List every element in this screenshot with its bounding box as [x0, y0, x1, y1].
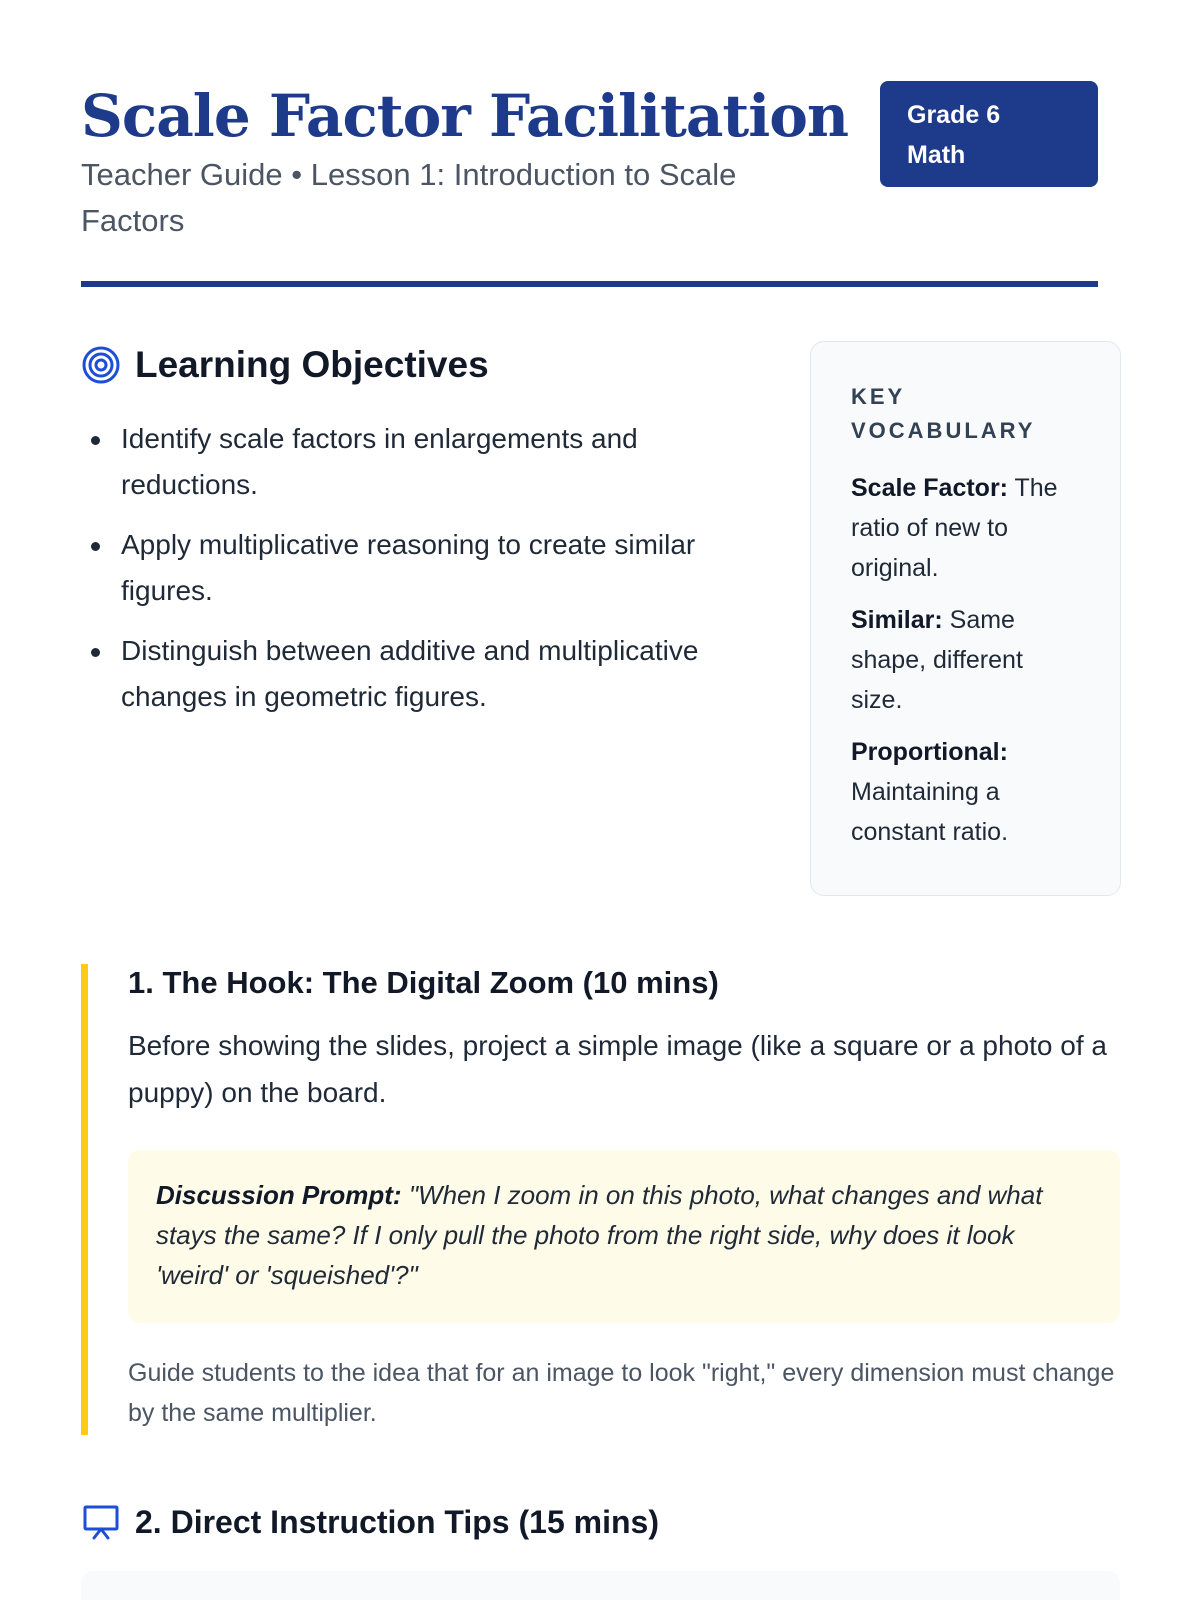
- hook-note: Guide students to the idea that for an image to look "right," every dimension must change by the same multiplier.: [128, 1359, 1115, 1427]
- vocabulary-title: KEY VOCABULARY: [851, 384, 1036, 443]
- instruction-heading: [81, 1497, 1120, 1547]
- objectives-heading-text: Learning Objectives: [135, 344, 489, 385]
- learning-objectives-section: [81, 340, 761, 734]
- direct-instruction-section: [81, 1497, 1120, 1600]
- key-vocabulary-card: [810, 341, 1121, 896]
- page-subtitle: Teacher Guide • Lesson 1: Introduction to Scale Factors: [81, 157, 737, 238]
- vocabulary-term: Scale Factor:: [851, 474, 1009, 502]
- vocabulary-definition: Same shape, different size.: [851, 606, 1023, 714]
- vocabulary-definition: Maintaining a constant ratio.: [851, 778, 1009, 846]
- vocabulary-definition: The ratio of new to original.: [851, 474, 1058, 582]
- discussion-prompt-text: "When I zoom in on this photo, what changes and what stays the same? If I only pull the photo from the right side, why does it look 'weird' or 'squeished'?": [156, 1180, 1043, 1290]
- list-item: Identify scale factors in enlargements and reductions.: [81, 416, 761, 508]
- discussion-prompt-box: [128, 1150, 1120, 1323]
- discussion-prompt-label: Discussion Prompt:: [156, 1180, 402, 1210]
- vocabulary-item: [851, 732, 1080, 852]
- presentation-icon: [81, 1502, 121, 1542]
- instruction-heading-text: 2. Direct Instruction Tips (15 mins): [135, 1504, 659, 1540]
- objectives-heading: [81, 340, 761, 390]
- grade-badge-line1: Grade 6: [907, 101, 1001, 129]
- page-header: [81, 0, 1098, 287]
- list-item: Distinguish between additive and multiplicative changes in geometric figures.: [81, 628, 761, 720]
- hook-section: [81, 964, 1120, 1435]
- vocabulary-item: [851, 600, 1080, 720]
- vocabulary-item: [851, 468, 1080, 588]
- instruction-content-box: [81, 1571, 1120, 1600]
- page-title: Scale Factor Facilitation: [81, 82, 849, 150]
- objectives-list: [81, 416, 761, 720]
- hook-title: 1. The Hook: The Digital Zoom (10 mins): [128, 965, 719, 1000]
- vocabulary-term: Similar:: [851, 606, 943, 634]
- hook-text: Before showing the slides, project a simple image (like a square or a photo of a puppy) on the board.: [128, 1030, 1107, 1108]
- grade-badge: [880, 81, 1098, 187]
- grade-badge-line2: Math: [907, 141, 966, 169]
- list-item: Apply multiplicative reasoning to create similar figures.: [81, 522, 761, 614]
- vocabulary-term: Proportional:: [851, 738, 1008, 766]
- target-icon: [81, 345, 121, 385]
